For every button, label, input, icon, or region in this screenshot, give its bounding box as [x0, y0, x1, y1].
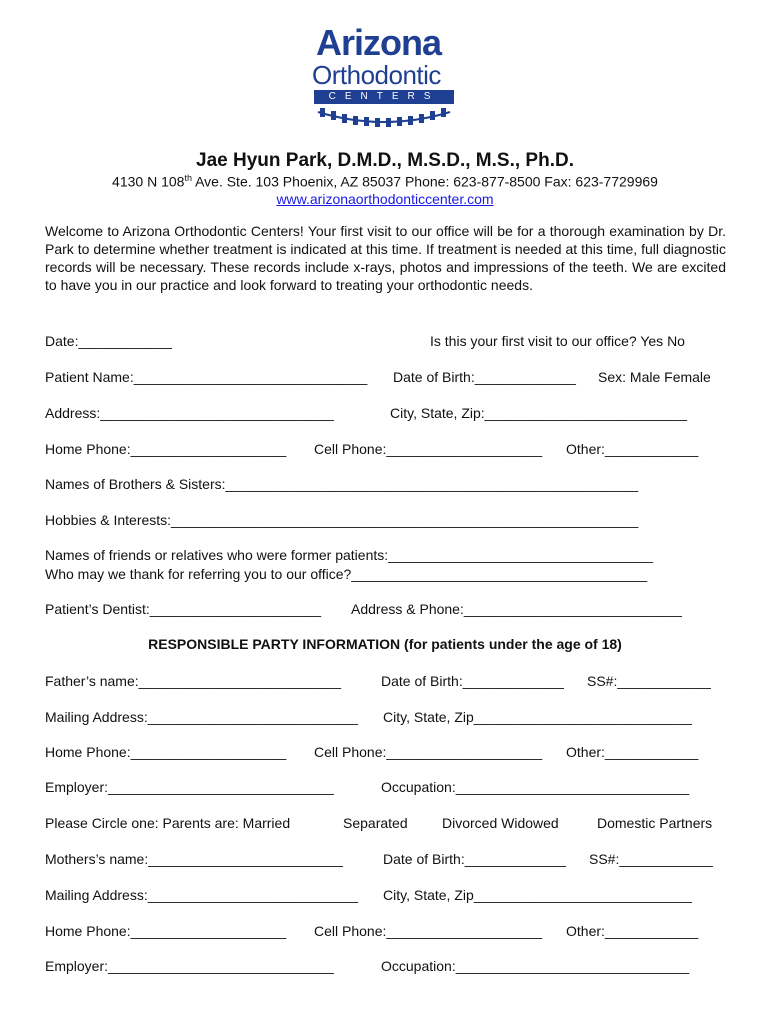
- responsible-party-heading: RESPONSIBLE PARTY INFORMATION (for patients under the age of 18): [148, 636, 622, 652]
- mother-employer-field[interactable]: Employer:_____________________________: [45, 958, 334, 974]
- father-occupation-field[interactable]: Occupation:______________________________: [381, 779, 690, 795]
- city-state-zip-field[interactable]: City, State, Zip:__________________________: [390, 405, 688, 421]
- dentist-address-field[interactable]: Address & Phone:____________________________: [351, 601, 682, 617]
- siblings-field[interactable]: Names of Brothers & Sisters:_____________________________________________________: [45, 476, 639, 492]
- logo-line2: Orthodontic: [312, 60, 441, 90]
- parents-status-separated[interactable]: Separated: [343, 815, 408, 831]
- parents-status-domestic[interactable]: Domestic Partners: [597, 815, 713, 831]
- mother-mailing-field[interactable]: Mailing Address:___________________________: [45, 887, 358, 903]
- welcome-paragraph: Welcome to Arizona Orthodontic Centers! Your first visit to our office will be for a thorough examination by Dr. Park to determine whether treatment is indicated at this time. If treatment is needed at this time, full diagnostic records will be necessary. These records include x-rays, photos and impressions of the teeth. We are excited to have you in our practice and look forward to treating your orthodontic needs.: [45, 223, 726, 293]
- mother-occupation-field[interactable]: Occupation:______________________________: [381, 958, 690, 974]
- mother-cell-phone-field[interactable]: Cell Phone:____________________: [314, 923, 543, 939]
- mother-name-field[interactable]: Mothers’s name:_________________________: [45, 851, 343, 867]
- address-field[interactable]: Address:______________________________: [45, 405, 334, 421]
- doctor-name: Jae Hyun Park, D.M.D., M.S.D., M.S., Ph.D.: [196, 150, 574, 171]
- logo-band-text: CENTERS: [328, 91, 440, 102]
- sex-field[interactable]: Sex: Male Female: [598, 369, 711, 385]
- logo-line1: Arizona: [316, 22, 442, 63]
- logo: [300, 22, 470, 134]
- father-city-field[interactable]: City, State, Zip____________________________: [383, 709, 692, 725]
- father-dob-field[interactable]: Date of Birth:_____________: [381, 673, 564, 689]
- clinic-address: 4130 N 108th Ave. Ste. 103 Phoenix, AZ 85037 Phone: 623-877-8500 Fax: 623-7729969: [112, 173, 658, 190]
- father-other-phone-field[interactable]: Other:____________: [566, 744, 699, 760]
- date-field[interactable]: Date:____________: [45, 333, 172, 349]
- teeth-braces-icon: [314, 106, 454, 132]
- dentist-field[interactable]: Patient’s Dentist:______________________: [45, 601, 322, 617]
- parents-status-married[interactable]: Please Circle one: Parents are: Married: [45, 815, 291, 831]
- patient-name-field[interactable]: Patient Name:______________________________: [45, 369, 368, 385]
- other-phone-field[interactable]: Other:____________: [566, 441, 699, 457]
- parents-status-divorced-widowed[interactable]: Divorced Widowed: [442, 815, 559, 831]
- logo-band: [314, 90, 454, 104]
- father-name-field[interactable]: Father’s name:__________________________: [45, 673, 342, 689]
- referral-field[interactable]: Who may we thank for referring you to our office?______________________________________: [45, 566, 648, 582]
- website-link[interactable]: www.arizonaorthodonticcenter.com: [276, 191, 494, 207]
- father-home-phone-field[interactable]: Home Phone:____________________: [45, 744, 287, 760]
- father-ss-field[interactable]: SS#:____________: [587, 673, 711, 689]
- patient-dob-field[interactable]: Date of Birth:_____________: [393, 369, 576, 385]
- father-employer-field[interactable]: Employer:_____________________________: [45, 779, 334, 795]
- mother-dob-field[interactable]: Date of Birth:_____________: [383, 851, 566, 867]
- mother-city-field[interactable]: City, State, Zip____________________________: [383, 887, 692, 903]
- hobbies-field[interactable]: Hobbies & Interests:____________________________________________________________: [45, 512, 639, 528]
- home-phone-field[interactable]: Home Phone:____________________: [45, 441, 287, 457]
- cell-phone-field[interactable]: Cell Phone:____________________: [314, 441, 543, 457]
- mother-other-phone-field[interactable]: Other:____________: [566, 923, 699, 939]
- first-visit-question[interactable]: Is this your first visit to our office? Yes No: [430, 333, 685, 349]
- mother-ss-field[interactable]: SS#:____________: [589, 851, 713, 867]
- father-mailing-field[interactable]: Mailing Address:___________________________: [45, 709, 358, 725]
- mother-home-phone-field[interactable]: Home Phone:____________________: [45, 923, 287, 939]
- father-cell-phone-field[interactable]: Cell Phone:____________________: [314, 744, 543, 760]
- former-patients-field[interactable]: Names of friends or relatives who were former patients:__________________________________: [45, 547, 653, 563]
